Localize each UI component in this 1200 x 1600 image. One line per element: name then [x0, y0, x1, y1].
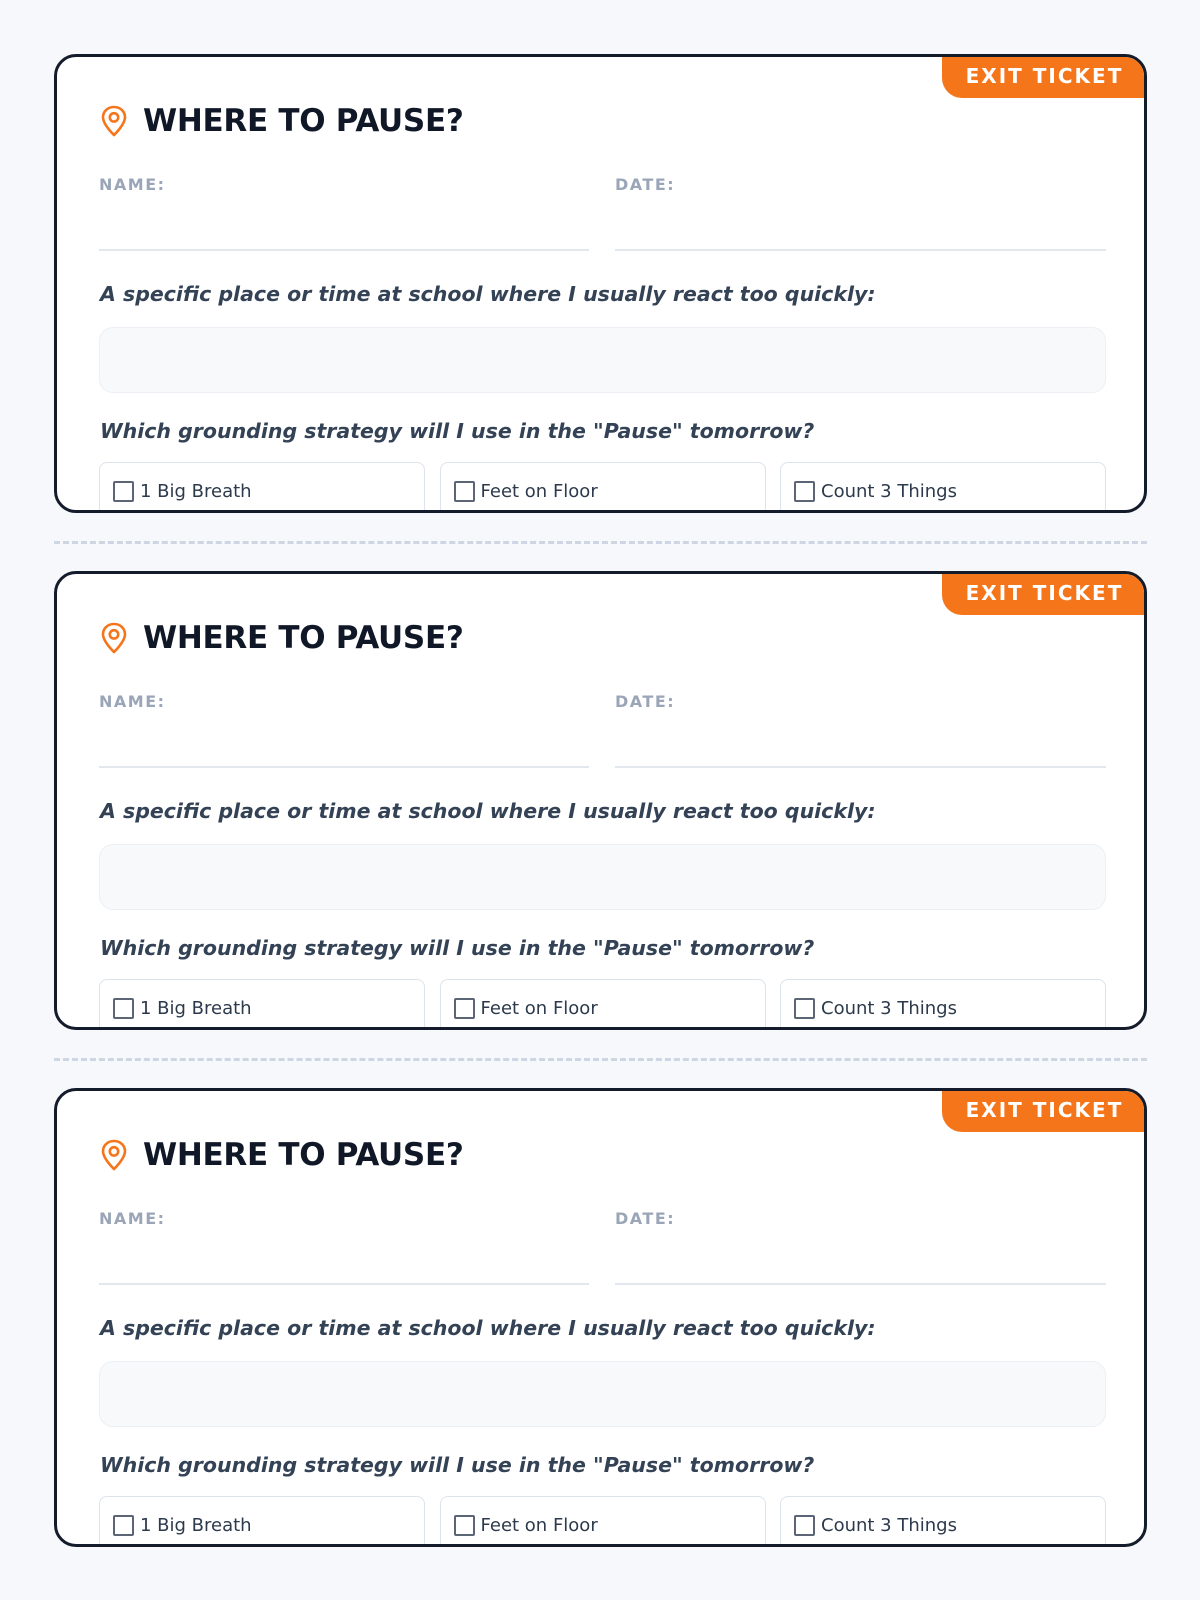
checkbox[interactable]: [113, 1515, 134, 1536]
cut-line-divider: [54, 513, 1147, 571]
name-field[interactable]: [99, 175, 589, 251]
ticket-title: WHERE TO PAUSE?: [143, 620, 464, 656]
map-pin-icon: [99, 1138, 129, 1172]
option-count-3-things[interactable]: [780, 462, 1106, 513]
date-label: DATE:: [615, 692, 676, 711]
option-label: Count 3 Things: [821, 1515, 957, 1536]
exit-ticket-card: [54, 1088, 1147, 1547]
name-label: NAME:: [99, 175, 166, 194]
map-pin-icon: [99, 104, 129, 138]
strategy-question: Which grounding strategy will I use in the "Pause" tomorrow?: [100, 419, 815, 443]
checkbox[interactable]: [454, 1515, 475, 1536]
option-big-breath[interactable]: [99, 979, 425, 1030]
reaction-question: A specific place or time at school where I usually react too quickly:: [100, 282, 876, 306]
option-label: 1 Big Breath: [140, 481, 252, 502]
date-field[interactable]: [615, 175, 1106, 251]
reaction-answer-box[interactable]: [99, 327, 1106, 393]
option-label: 1 Big Breath: [140, 1515, 252, 1536]
option-big-breath[interactable]: [99, 1496, 425, 1547]
reaction-question: A specific place or time at school where I usually react too quickly:: [100, 799, 876, 823]
option-count-3-things[interactable]: [780, 979, 1106, 1030]
ticket-title: WHERE TO PAUSE?: [143, 1137, 464, 1173]
option-big-breath[interactable]: [99, 462, 425, 513]
checkbox[interactable]: [794, 1515, 815, 1536]
name-label: NAME:: [99, 692, 166, 711]
ticket-header: [99, 620, 464, 656]
strategy-options: [99, 1496, 1106, 1547]
ticket-header: [99, 1137, 464, 1173]
option-feet-on-floor[interactable]: [440, 462, 766, 513]
option-label: Count 3 Things: [821, 481, 957, 502]
checkbox[interactable]: [113, 481, 134, 502]
checkbox[interactable]: [794, 998, 815, 1019]
date-field[interactable]: [615, 1209, 1106, 1285]
cut-line-divider: [54, 1030, 1147, 1088]
map-pin-icon: [99, 621, 129, 655]
ticket-header: [99, 103, 464, 139]
reaction-answer-box[interactable]: [99, 1361, 1106, 1427]
strategy-options: [99, 979, 1106, 1030]
date-field[interactable]: [615, 692, 1106, 768]
strategy-question: Which grounding strategy will I use in the "Pause" tomorrow?: [100, 936, 815, 960]
name-field[interactable]: [99, 692, 589, 768]
option-feet-on-floor[interactable]: [440, 1496, 766, 1547]
checkbox[interactable]: [454, 481, 475, 502]
exit-ticket-card: [54, 54, 1147, 513]
option-label: Count 3 Things: [821, 998, 957, 1019]
checkbox[interactable]: [794, 481, 815, 502]
option-feet-on-floor[interactable]: [440, 979, 766, 1030]
option-label: Feet on Floor: [480, 1515, 598, 1536]
option-label: Feet on Floor: [480, 998, 598, 1019]
exit-ticket-sheet: [54, 54, 1147, 1547]
exit-ticket-badge: EXIT TICKET: [942, 571, 1147, 615]
exit-ticket-badge: EXIT TICKET: [942, 1088, 1147, 1132]
exit-ticket-badge: EXIT TICKET: [942, 54, 1147, 98]
exit-ticket-card: [54, 571, 1147, 1030]
ticket-title: WHERE TO PAUSE?: [143, 103, 464, 139]
date-label: DATE:: [615, 1209, 676, 1228]
strategy-question: Which grounding strategy will I use in the "Pause" tomorrow?: [100, 1453, 815, 1477]
name-label: NAME:: [99, 1209, 166, 1228]
option-count-3-things[interactable]: [780, 1496, 1106, 1547]
checkbox[interactable]: [113, 998, 134, 1019]
reaction-question: A specific place or time at school where I usually react too quickly:: [100, 1316, 876, 1340]
reaction-answer-box[interactable]: [99, 844, 1106, 910]
option-label: Feet on Floor: [480, 481, 598, 502]
option-label: 1 Big Breath: [140, 998, 252, 1019]
name-field[interactable]: [99, 1209, 589, 1285]
checkbox[interactable]: [454, 998, 475, 1019]
date-label: DATE:: [615, 175, 676, 194]
strategy-options: [99, 462, 1106, 513]
